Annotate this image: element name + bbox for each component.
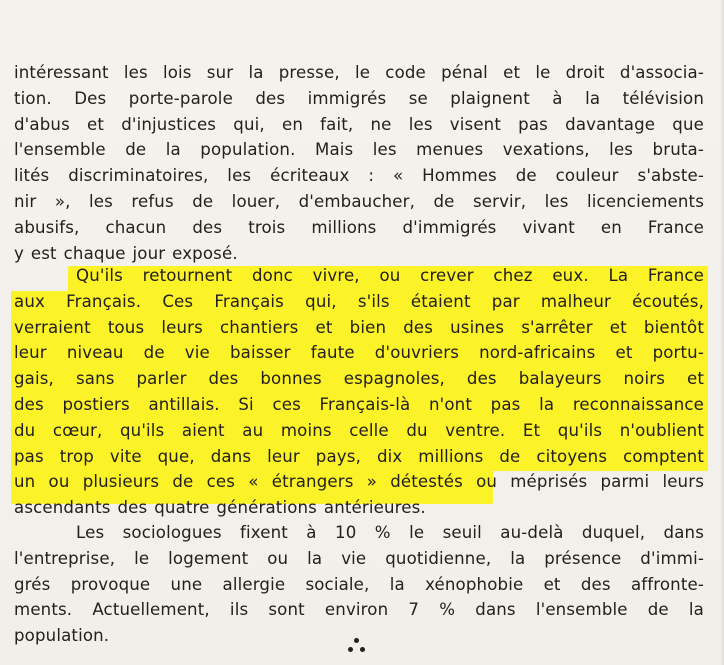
- text-line: intéressant les lois sur la presse, le code pénal et le droit d'associa-: [14, 63, 704, 82]
- text-line: l'ensemble de la population. Mais les menues vexations, les bruta-: [14, 140, 704, 160]
- text-line: du cœur, qu'ils aient au moins celle du ventre. Et qu'ils n'oublient: [14, 420, 704, 440]
- paragraph-3: [14, 520, 704, 649]
- section-separator-icon: [346, 636, 368, 656]
- paragraph-2-highlighted: [14, 263, 704, 521]
- text-line: aux Français. Ces Français qui, s'ils étaient par malheur écoutés,: [14, 291, 704, 311]
- text-line: abusifs, chacun des trois millions d'immigrés vivant en France: [14, 217, 704, 237]
- text-line: l'entreprise, le logement ou la vie quotidienne, la présence d'immi-: [14, 548, 704, 568]
- page-edge: [720, 0, 724, 665]
- text-line: lités discriminatoires, les écriteaux : « Hommes de couleur s'abste-: [14, 166, 704, 186]
- text-line: ascendants des quatre générations antérieures.: [14, 498, 426, 518]
- text-line: ments. Actuellement, ils sont environ 7 % dans l'ensemble de la: [14, 600, 704, 620]
- text-line: leur niveau de vie baisser faute d'ouvriers nord-africains et portu-: [14, 343, 704, 363]
- text-line: d'abus et d'injustices qui, en fait, ne les visent pas davantage que: [14, 114, 704, 134]
- text-line: pas trop vite que, dans leur pays, dix millions de citoyens comptent: [14, 446, 704, 466]
- text-line: verraient tous leurs chantiers et bien des usines s'arrêter et bientôt: [14, 317, 704, 337]
- text-line: Qu'ils retournent donc vivre, ou crever chez eux. La France: [76, 266, 704, 285]
- text-line: un ou plusieurs de ces « étrangers » détestés ou méprisés parmi leurs: [14, 472, 704, 492]
- text-line: nir », les refus de louer, d'embaucher, de servir, les licenciements: [14, 191, 704, 211]
- text-line: des postiers antillais. Si ces Français-là n'ont pas la reconnaissance: [14, 394, 704, 414]
- text-line: y est chaque jour exposé.: [14, 243, 238, 263]
- text-line: tion. Des porte-parole des immigrés se plaignent à la télévision: [14, 88, 704, 108]
- text-line: population.: [14, 626, 110, 646]
- text-line: Les sociologues fixent à 10 % le seuil au-delà duquel, dans: [76, 523, 704, 542]
- text-line: grés provoque une allergie sociale, la xénophobie et des affronte-: [14, 574, 704, 594]
- text-line: gais, sans parler des bonnes espagnoles, des balayeurs noirs et: [14, 369, 704, 389]
- paragraph-1: [14, 60, 704, 266]
